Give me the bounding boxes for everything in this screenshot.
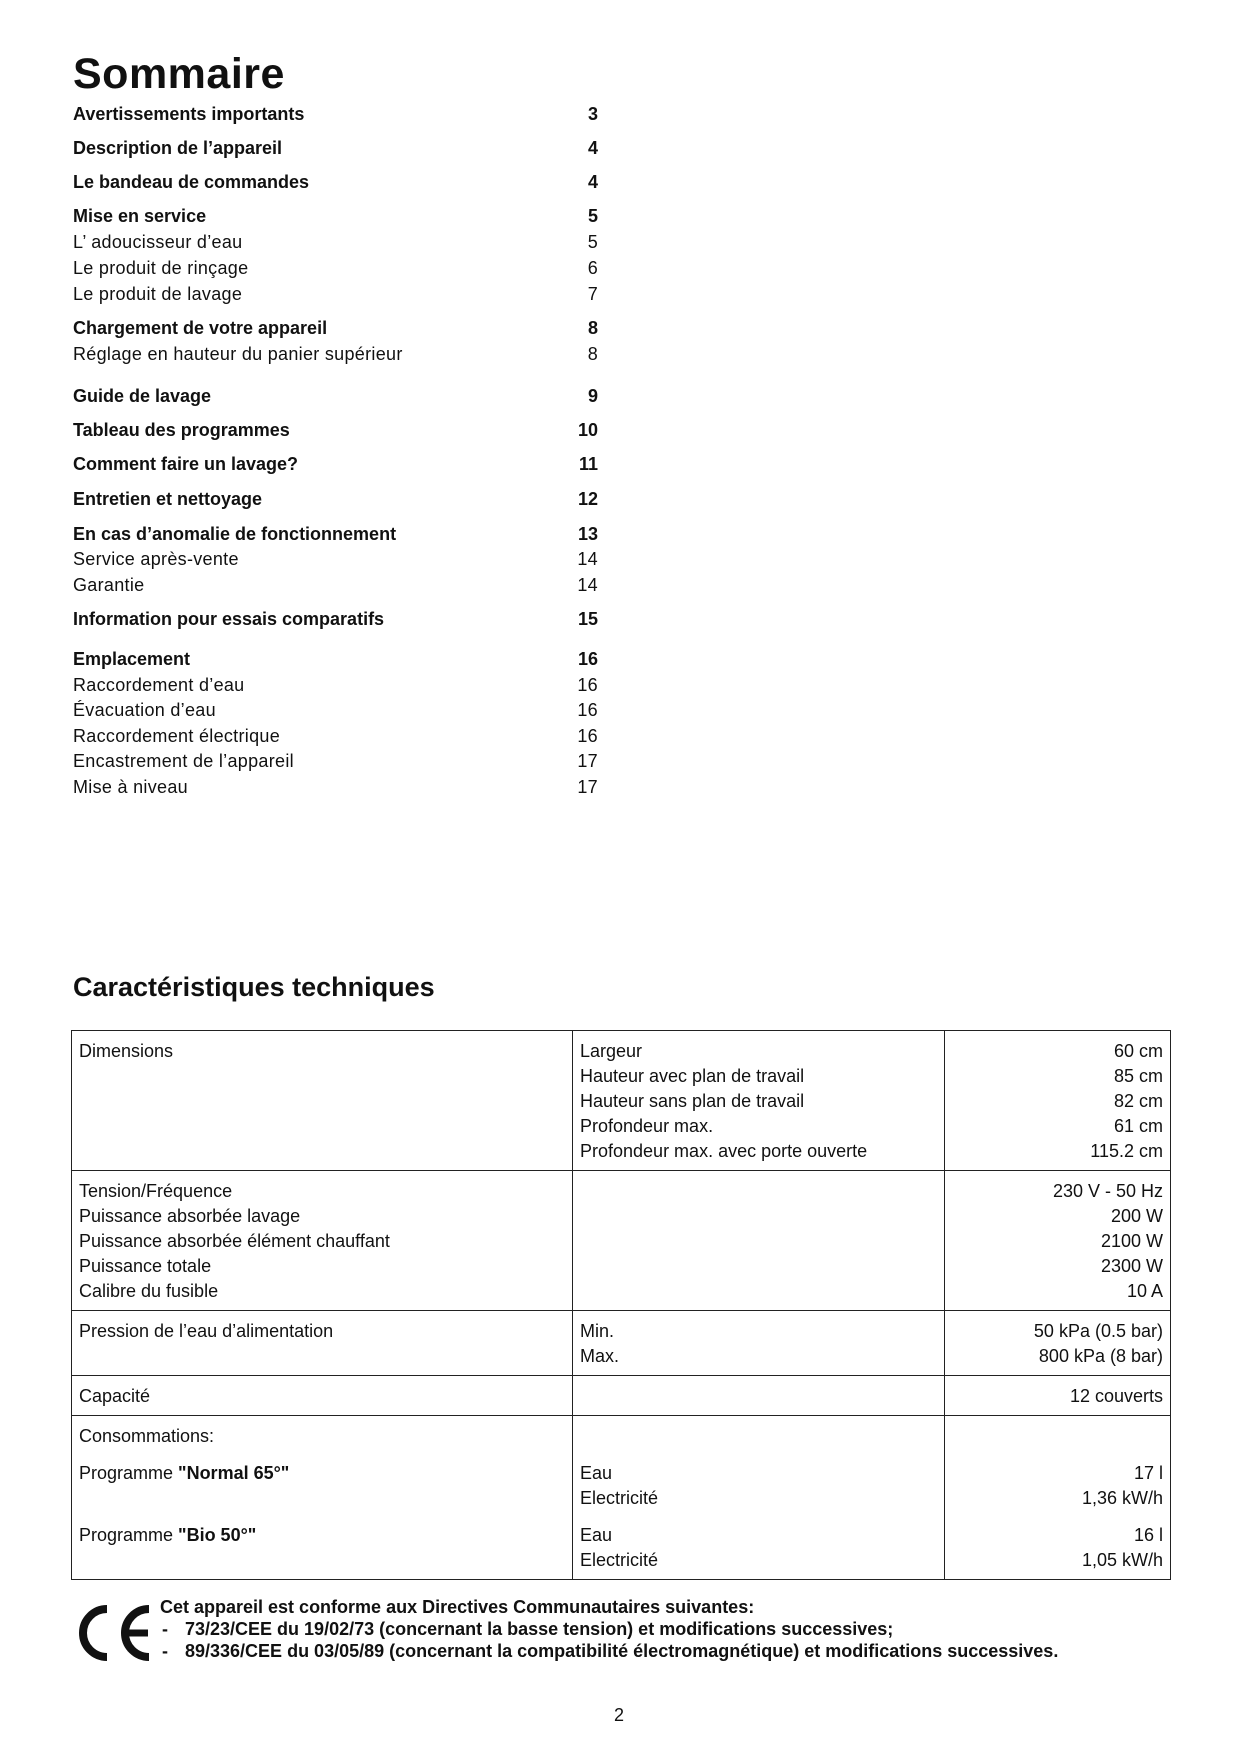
capacity-label-cell [72, 1376, 573, 1416]
toc-entry-page: 5 [587, 232, 598, 252]
spec-value: 1,05 kW/h [1081, 1550, 1163, 1570]
ce-intro: Cet appareil est conforme aux Directives Communautaires suivantes: [160, 1597, 755, 1617]
toc-entry-label: Emplacement [73, 649, 191, 669]
spec-item: Electricité [580, 1488, 659, 1508]
spec-label: Calibre du fusible [79, 1281, 219, 1301]
toc-entry-page: 5 [587, 206, 598, 226]
dimensions-values-cell [945, 1031, 1171, 1171]
consumption-items-cell [573, 1416, 945, 1580]
toc-entry-page: 9 [587, 386, 598, 406]
toc-entry [73, 256, 598, 280]
toc-entry-label: Entretien et nettoyage [73, 489, 263, 509]
toc-entry [73, 522, 598, 546]
spec-item: Electricité [580, 1550, 659, 1570]
toc-entry-label: L’ adoucisseur d’eau [73, 232, 243, 252]
spec-item: Hauteur avec plan de travail [580, 1066, 805, 1086]
table-row [72, 1311, 1171, 1376]
table-row [72, 1031, 1171, 1171]
toc-entry-label: Encastrement de l’appareil [73, 751, 294, 771]
toc-entry [73, 102, 598, 126]
toc-entry-page: 14 [577, 549, 598, 569]
toc-entry-label: Le bandeau de commandes [73, 172, 310, 192]
empty-cell [573, 1171, 945, 1311]
program-label [79, 1461, 565, 1486]
spec-value: 2100 W [1100, 1231, 1163, 1251]
toc-entry [73, 673, 598, 697]
pressure-label-cell [72, 1311, 573, 1376]
toc-entry-page: 15 [577, 609, 598, 629]
toc-entry-label: Service après-vente [73, 549, 239, 569]
page-title: Sommaire [73, 50, 285, 98]
spec-item: Max. [580, 1346, 620, 1366]
toc-entry [73, 749, 598, 773]
spec-label: Puissance absorbée lavage [79, 1206, 301, 1226]
toc-entry [73, 487, 598, 511]
toc-entry [73, 724, 598, 748]
toc-entry [73, 573, 598, 597]
spec-label: Pression de l’eau d’alimentation [79, 1321, 334, 1341]
spec-value: 200 W [1110, 1206, 1163, 1226]
spec-item: Largeur [580, 1041, 643, 1061]
empty-cell [573, 1376, 945, 1416]
capacity-value-cell [945, 1376, 1171, 1416]
toc-entry [73, 547, 598, 571]
spec-label: Capacité [79, 1386, 151, 1406]
toc-entry-page: 4 [587, 172, 598, 192]
dimensions-items-cell [573, 1031, 945, 1171]
table-row [72, 1416, 1171, 1580]
toc-entry-page: 16 [577, 726, 598, 746]
toc-entry-page: 4 [587, 138, 598, 158]
spec-value: 2300 W [1100, 1256, 1163, 1276]
technical-specifications-table [71, 1030, 1171, 1580]
spec-item: Eau [580, 1463, 613, 1483]
program-name: "Bio 50°" [178, 1525, 257, 1545]
toc-entry [73, 775, 598, 799]
toc-entry-label: En cas d’anomalie de fonctionnement [73, 524, 397, 544]
spec-value: 10 A [1126, 1281, 1163, 1301]
toc-entry-page: 17 [577, 751, 598, 771]
toc-entry-label: Information pour essais comparatifs [73, 609, 385, 629]
electrical-values-cell [945, 1171, 1171, 1311]
toc-entry-page: 12 [577, 489, 598, 509]
toc-entry-label: Tableau des programmes [73, 420, 290, 440]
spec-item: Profondeur max. [580, 1116, 714, 1136]
pressure-values-cell [945, 1311, 1171, 1376]
toc-entry [73, 342, 598, 366]
toc-entry-page: 3 [587, 104, 598, 124]
spec-label: Puissance absorbée élément chauffant [79, 1231, 390, 1251]
toc-entry-label: Réglage en hauteur du panier supérieur [73, 344, 403, 364]
toc-entry-label: Raccordement électrique [73, 726, 281, 746]
toc-entry [73, 384, 598, 408]
toc-entry [73, 418, 598, 442]
toc-entry-page: 16 [577, 675, 598, 695]
toc-entry [73, 316, 598, 340]
spec-value: 12 couverts [1069, 1386, 1163, 1406]
dimensions-label: Dimensions [79, 1041, 174, 1061]
toc-entry [73, 698, 598, 722]
toc-entry [73, 170, 598, 194]
toc-entry-label: Le produit de rinçage [73, 258, 249, 278]
toc-entry-page: 16 [577, 649, 598, 669]
spec-value: 16 l [1133, 1525, 1163, 1545]
program-prefix: Programme [79, 1525, 179, 1545]
program-prefix: Programme [79, 1463, 179, 1483]
table-row [72, 1171, 1171, 1311]
section-title: Caractéristiques techniques [73, 972, 435, 1002]
toc-entry [73, 607, 598, 631]
spec-label: Puissance totale [79, 1256, 212, 1276]
ce-mark-icon [76, 1603, 156, 1663]
spec-value: 82 cm [1113, 1091, 1163, 1111]
spec-item: Eau [580, 1525, 613, 1545]
toc-entry [73, 452, 598, 476]
consumption-labels-cell [72, 1416, 573, 1580]
toc-entry [73, 204, 598, 228]
spec-value: 800 kPa (8 bar) [1038, 1346, 1163, 1366]
toc-entry-page: 17 [577, 777, 598, 797]
toc-entry-page: 8 [587, 318, 598, 338]
spec-value: 85 cm [1113, 1066, 1163, 1086]
toc-entry-label: Avertissements importants [73, 104, 305, 124]
spec-item: Hauteur sans plan de travail [580, 1091, 805, 1111]
toc-entry-page: 6 [587, 258, 598, 278]
page-number: 2 [614, 1705, 625, 1725]
ce-directive: - 89/336/CEE du 03/05/89 (concernant la compatibilité électromagnétique) et modifications successives. [162, 1641, 1059, 1661]
consumption-values-cell [945, 1416, 1171, 1580]
toc-entry [73, 647, 598, 671]
spec-label: Tension/Fréquence [79, 1181, 233, 1201]
dimensions-label-cell [72, 1031, 573, 1171]
pressure-items-cell [573, 1311, 945, 1376]
toc-entry [73, 230, 598, 254]
toc-entry-page: 16 [577, 700, 598, 720]
toc-entry [73, 282, 598, 306]
toc-entry-page: 14 [577, 575, 598, 595]
toc-entry-label: Description de l’appareil [73, 138, 283, 158]
toc-entry-label: Garantie [73, 575, 145, 595]
program-name: "Normal 65°" [178, 1463, 290, 1483]
toc-entry-page: 8 [587, 344, 598, 364]
toc-entry-page: 10 [577, 420, 598, 440]
spec-item: Profondeur max. avec porte ouverte [580, 1141, 868, 1161]
spec-value: 17 l [1133, 1463, 1163, 1483]
ce-directive: - 73/23/CEE du 19/02/73 (concernant la basse tension) et modifications successives; [162, 1619, 894, 1639]
toc-entry-label: Chargement de votre appareil [73, 318, 328, 338]
spec-value: 1,36 kW/h [1081, 1488, 1163, 1508]
toc-entry-label: Comment faire un lavage? [73, 454, 299, 474]
toc-entry-label: Évacuation d’eau [73, 700, 216, 720]
toc-entry-label: Guide de lavage [73, 386, 212, 406]
spec-value: 61 cm [1113, 1116, 1163, 1136]
spec-value: 50 kPa (0.5 bar) [1033, 1321, 1163, 1341]
toc-entry-page: 11 [578, 454, 598, 474]
spec-value: 230 V - 50 Hz [1052, 1181, 1163, 1201]
spec-item: Min. [580, 1321, 615, 1341]
ce-conformity-statement [160, 1596, 1058, 1662]
toc-entry [73, 136, 598, 160]
spec-value: 115.2 cm [1090, 1141, 1163, 1161]
toc-entry-label: Mise en service [73, 206, 207, 226]
electrical-labels-cell [72, 1171, 573, 1311]
table-row [72, 1376, 1171, 1416]
toc-entry-page: 7 [587, 284, 598, 304]
spec-value: 60 cm [1113, 1041, 1163, 1061]
toc-entry-label: Raccordement d’eau [73, 675, 245, 695]
toc-entry-label: Mise à niveau [73, 777, 188, 797]
program-label [79, 1523, 565, 1548]
toc-entry-label: Le produit de lavage [73, 284, 243, 304]
toc-entry-page: 13 [577, 524, 598, 544]
spec-label: Consommations: [79, 1426, 215, 1446]
